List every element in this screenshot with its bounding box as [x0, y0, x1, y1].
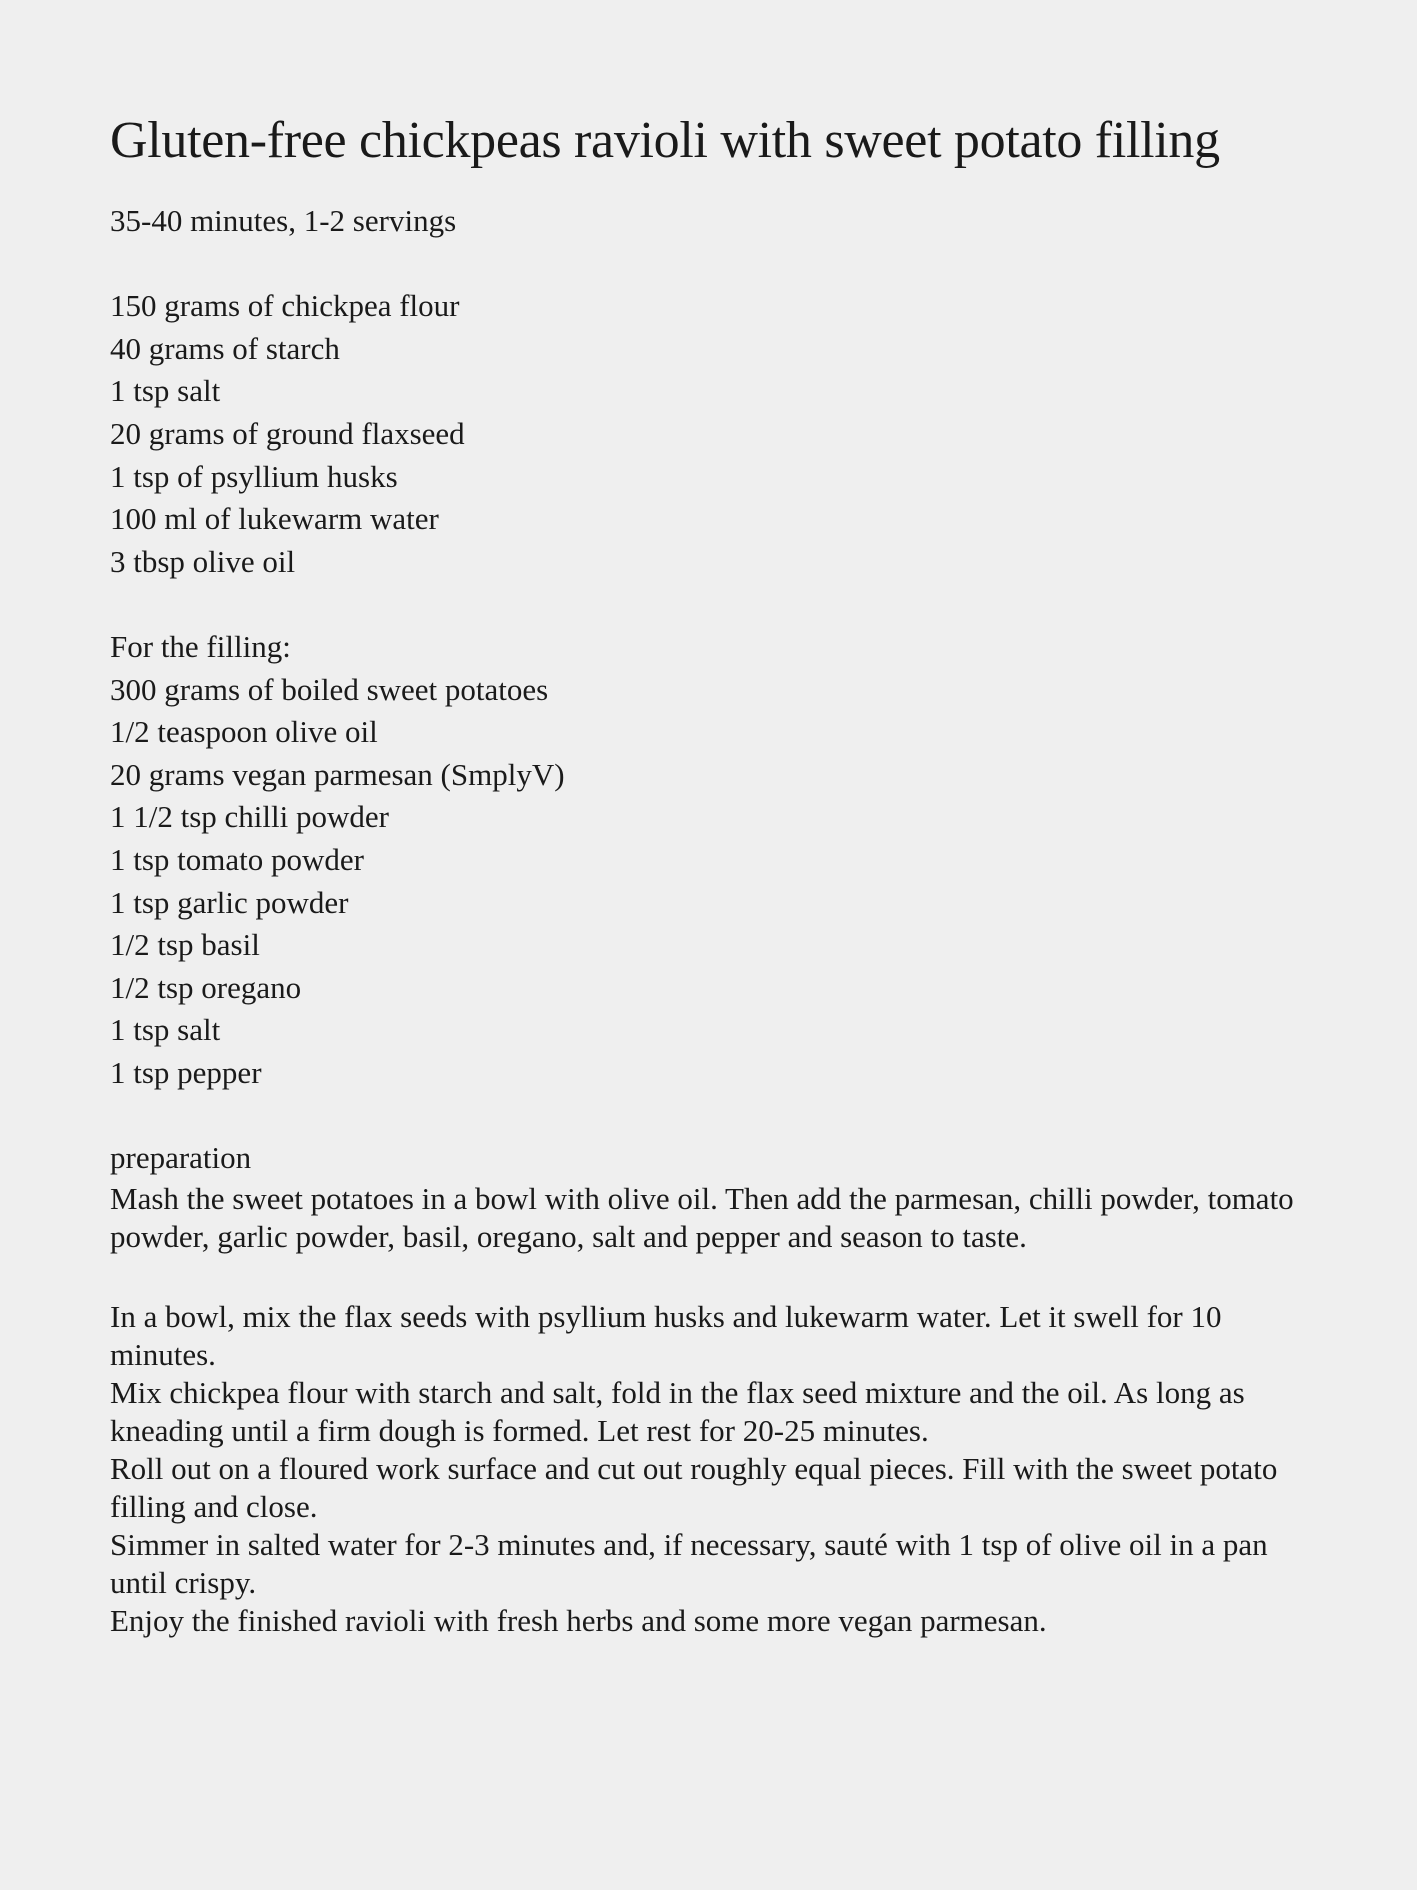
- filling-item: 1 tsp salt: [110, 1012, 221, 1048]
- ingredient-item: 150 grams of chickpea flour: [110, 288, 460, 324]
- recipe-page: [110, 110, 1330, 1640]
- filling-item: 1 tsp garlic powder: [110, 884, 349, 920]
- preparation-step: In a bowl, mix the flax seeds with psyllium husks and lukewarm water. Let it swell for 10 minutes.: [110, 1299, 1222, 1373]
- ingredient-item: 1 tsp of psyllium husks: [110, 458, 398, 494]
- filling-item: 1 1/2 tsp chilli powder: [110, 799, 389, 835]
- filling-item: 1/2 teaspoon olive oil: [110, 714, 378, 750]
- filling-item: 1 tsp pepper: [110, 1054, 262, 1090]
- ingredient-item: 100 ml of lukewarm water: [110, 501, 439, 537]
- recipe-meta: 35-40 minutes, 1-2 servings: [110, 203, 457, 238]
- recipe-title: Gluten-free chickpeas ravioli with sweet potato filling: [110, 112, 1220, 169]
- ingredient-item: 20 grams of ground flaxseed: [110, 415, 465, 451]
- ingredient-item: 1 tsp salt: [110, 373, 221, 409]
- preparation-section: [110, 1137, 1330, 1640]
- filling-heading: For the filling:: [110, 628, 291, 664]
- preparation-intro: Mash the sweet potatoes in a bowl with olive oil. Then add the parmesan, chilli powder, tomato powder, garlic powder, basil, oregano, salt and pepper and season to taste.: [110, 1180, 1294, 1254]
- ingredient-item: 3 tbsp olive oil: [110, 543, 296, 579]
- filling-item: 1/2 tsp basil: [110, 927, 260, 963]
- filling-item: 1/2 tsp oregano: [110, 969, 302, 1005]
- filling-item: 1 tsp tomato powder: [110, 841, 364, 877]
- preparation-heading: preparation: [110, 1140, 252, 1176]
- preparation-step: Mix chickpea flour with starch and salt, fold in the flax seed mixture and the oil. As long as kneading until a firm dough is formed. Let rest for 20-25 minutes.: [110, 1375, 1245, 1449]
- filling-item: 300 grams of boiled sweet potatoes: [110, 671, 549, 707]
- preparation-step: Enjoy the finished ravioli with fresh herbs and some more vegan parmesan.: [110, 1603, 1047, 1639]
- ingredient-list: [110, 285, 1330, 583]
- filling-list: [110, 626, 1330, 1095]
- preparation-step: Simmer in salted water for 2-3 minutes and, if necessary, sauté with 1 tsp of olive oil in a pan until crispy.: [110, 1527, 1268, 1601]
- ingredient-item: 40 grams of starch: [110, 330, 340, 366]
- filling-item: 20 grams vegan parmesan (SmplyV): [110, 756, 565, 792]
- preparation-step: Roll out on a floured work surface and cut out roughly equal pieces. Fill with the sweet potato filling and close.: [110, 1451, 1278, 1525]
